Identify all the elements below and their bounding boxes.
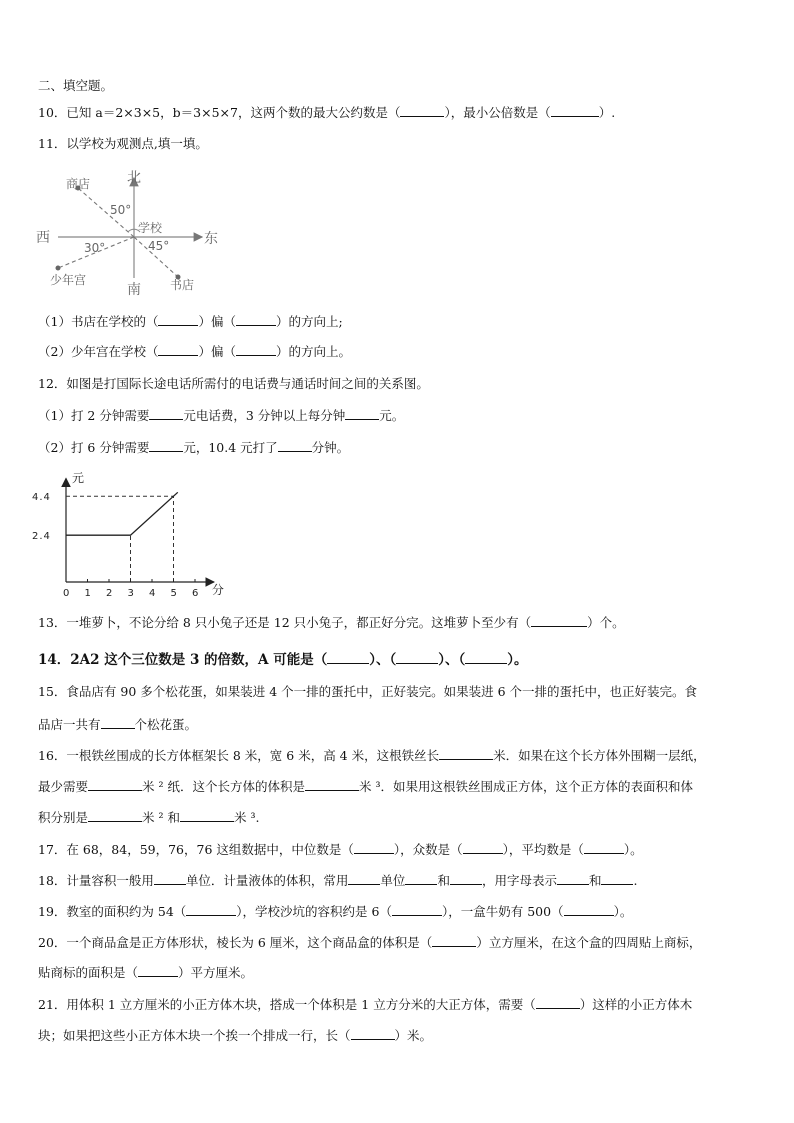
question-11-title: 11．以学校为观测点,填一填。 bbox=[38, 136, 208, 151]
q12-s2-b: 元，10.4 元打了 bbox=[183, 440, 278, 455]
q12-s2-a: （2）打 6 分钟需要 bbox=[38, 440, 150, 455]
q14-a: 14．2A2 这个三位数是 3 的倍数，A 可能是（ bbox=[38, 652, 328, 668]
angle-shop: 50° bbox=[110, 203, 132, 217]
q19-blank3[interactable] bbox=[564, 903, 614, 916]
q11-s2-c: ）的方向上。 bbox=[275, 344, 351, 359]
question-20-line1 bbox=[38, 934, 701, 951]
q18-blank2[interactable] bbox=[348, 872, 380, 885]
x-tick-label: 5 bbox=[170, 588, 177, 599]
q12-s1-c: 元。 bbox=[379, 408, 405, 423]
q17-blank3[interactable] bbox=[584, 841, 624, 854]
question-11-part1 bbox=[38, 313, 343, 330]
question-15-line2 bbox=[38, 716, 197, 733]
q18-blank5[interactable] bbox=[557, 872, 589, 885]
x-axis-label: 分 bbox=[211, 583, 224, 597]
q12-s2-blank1[interactable] bbox=[149, 439, 183, 452]
question-20-line2 bbox=[38, 964, 253, 981]
question-16-line3 bbox=[38, 809, 259, 826]
q14-blank1[interactable] bbox=[327, 651, 369, 664]
q16-l2c: 米 ³．如果用这根铁丝围成正方体，这个正方体的表面积和体 bbox=[358, 779, 693, 794]
q15-blank[interactable] bbox=[101, 716, 135, 729]
question-16-line2 bbox=[38, 778, 693, 795]
q11-s1-blank2[interactable] bbox=[236, 313, 276, 326]
q16-l1a: 16．一根铁丝围成的长方体框架长 8 米，宽 6 米，高 4 米，这根铁丝长 bbox=[38, 748, 440, 763]
q10-text-c: ）. bbox=[598, 105, 616, 120]
label-school: 学校 bbox=[138, 221, 163, 235]
question-11-part2 bbox=[38, 343, 351, 360]
q12-s1-blank2[interactable] bbox=[345, 407, 379, 420]
q20-blank1[interactable] bbox=[432, 934, 476, 947]
q18-blank4[interactable] bbox=[450, 872, 482, 885]
q21-l2b: ）米。 bbox=[394, 1028, 433, 1043]
q20-l2a: 贴商标的面积是（ bbox=[38, 965, 139, 980]
q19-d: ）。 bbox=[613, 904, 633, 919]
label-east: 东 bbox=[204, 231, 218, 247]
q16-blank5[interactable] bbox=[180, 809, 234, 822]
y-tick-label: 4.4 bbox=[32, 492, 51, 504]
q18-c: 单位 bbox=[380, 873, 406, 888]
q18-a: 18．计量容积一般用 bbox=[38, 873, 154, 888]
question-21-line2 bbox=[38, 1027, 432, 1044]
x-tick-label: 3 bbox=[127, 588, 134, 599]
q14-d: ）。 bbox=[507, 652, 528, 668]
q19-b: ），学校沙坑的容积约是 6（ bbox=[236, 904, 392, 919]
q17-d: ）。 bbox=[623, 842, 643, 857]
q21-l1a: 21．用体积 1 立方厘米的小正方体木块，搭成一个体积是 1 立方分米的大正方体，需要（ bbox=[38, 997, 536, 1012]
x-tick-label: 4 bbox=[149, 588, 156, 599]
q17-b: ），众数是（ bbox=[393, 842, 463, 857]
q12-s1-blank1[interactable] bbox=[149, 407, 183, 420]
q14-blank2[interactable] bbox=[396, 651, 438, 664]
q16-blank3[interactable] bbox=[305, 778, 359, 791]
x-tick-label: 2 bbox=[106, 588, 113, 599]
y-tick-label: 2.4 bbox=[32, 531, 51, 543]
q10-text-a: 10．已知 a＝2×3×5，b＝3×5×7，这两个数的最大公约数是（ bbox=[38, 105, 401, 120]
q16-blank4[interactable] bbox=[88, 809, 142, 822]
q14-blank3[interactable] bbox=[465, 651, 507, 664]
q20-l1b: ）立方厘米，在这个盒的四周贴上商标， bbox=[476, 935, 702, 950]
label-shop: 商店 bbox=[66, 177, 91, 191]
q15-l2b: 个松花蛋。 bbox=[134, 717, 198, 732]
q18-g: . bbox=[633, 873, 638, 888]
q10-blank-lcm[interactable] bbox=[551, 104, 599, 117]
q18-blank1[interactable] bbox=[154, 872, 186, 885]
q12-s1-b: 元电话费，3 分钟以上每分钟 bbox=[183, 408, 346, 423]
q11-s1-blank1[interactable] bbox=[158, 313, 198, 326]
compass-diagram bbox=[30, 160, 240, 300]
q19-blank1[interactable] bbox=[186, 903, 236, 916]
q19-c: ），一盒牛奶有 500（ bbox=[441, 904, 564, 919]
q16-l3a: 积分别是 bbox=[38, 810, 89, 825]
q17-blank2[interactable] bbox=[463, 841, 503, 854]
question-16-line1 bbox=[38, 747, 706, 764]
q13-blank[interactable] bbox=[531, 614, 587, 627]
q12-s2-c: 分钟。 bbox=[311, 440, 350, 455]
label-west: 西 bbox=[36, 230, 50, 246]
q20-blank2[interactable] bbox=[138, 964, 178, 977]
question-12-title: 12．如图是打国际长途电话所需付的电话费与通话时间之间的关系图。 bbox=[38, 376, 429, 391]
label-south: 南 bbox=[127, 282, 141, 298]
q20-l1a: 20．一个商品盒是正方体形状，棱长为 6 厘米，这个商品盒的体积是（ bbox=[38, 935, 433, 950]
question-18 bbox=[38, 872, 637, 889]
q11-s2-a: （2）少年宫在学校（ bbox=[38, 344, 159, 359]
q11-s1-b: ）偏（ bbox=[198, 314, 236, 329]
q20-l2b: ）平方厘米。 bbox=[178, 965, 254, 980]
q15-l2a: 品店一共有 bbox=[38, 717, 101, 732]
question-21-line1 bbox=[38, 996, 692, 1013]
question-15-line1: 15．食品店有 90 多个松花蛋，如果装进 4 个一排的蛋托中，正好装完。如果装进 6 个一排的蛋托中，也正好装完。食 bbox=[38, 684, 698, 699]
q13-a: 13．一堆萝卜，不论分给 8 只小兔子还是 12 只小兔子，都正好分完。这堆萝卜至少有（ bbox=[38, 615, 532, 630]
q21-l2a: 块；如果把这些小正方体木块一个挨一个排成一行，长（ bbox=[38, 1028, 351, 1043]
q10-text-b: ），最小公倍数是（ bbox=[444, 105, 551, 120]
q18-blank3[interactable] bbox=[405, 872, 437, 885]
q13-b: ）个。 bbox=[587, 615, 625, 630]
q17-c: ），平均数是（ bbox=[502, 842, 584, 857]
q18-b: 单位．计量液体的体积，常用 bbox=[185, 873, 349, 888]
question-19 bbox=[38, 903, 632, 920]
q19-blank2[interactable] bbox=[392, 903, 442, 916]
question-13 bbox=[38, 614, 625, 631]
phone-fee-chart bbox=[30, 462, 245, 604]
q16-l3c: 米 ³. bbox=[233, 810, 260, 825]
question-12-part2 bbox=[38, 439, 349, 456]
dot-palace bbox=[56, 266, 61, 271]
label-palace: 少年宫 bbox=[50, 273, 87, 287]
q16-blank2[interactable] bbox=[88, 778, 142, 791]
q10-blank-gcd[interactable] bbox=[400, 104, 444, 117]
q21-blank1[interactable] bbox=[536, 996, 580, 1009]
q17-a: 17．在 68，84，59，76，76 这组数据中，中位数是（ bbox=[38, 842, 354, 857]
section-title: 二、填空题。 bbox=[38, 78, 114, 93]
q17-blank1[interactable] bbox=[354, 841, 394, 854]
x-tick-label: 0 bbox=[63, 588, 70, 599]
angle-palace: 30° bbox=[84, 241, 106, 255]
q21-blank2[interactable] bbox=[351, 1027, 395, 1040]
q18-blank6[interactable] bbox=[601, 872, 633, 885]
label-north: 北 bbox=[127, 170, 141, 186]
y-axis-label: 元 bbox=[72, 471, 85, 485]
q19-a: 19．教室的面积约为 54（ bbox=[38, 904, 187, 919]
q18-e: ，用字母表示 bbox=[481, 873, 557, 888]
q14-c: ）、（ bbox=[438, 652, 466, 668]
q14-b: ）、（ bbox=[369, 652, 397, 668]
q16-l2a: 最少需要 bbox=[38, 779, 89, 794]
angle-bookstore: 45° bbox=[148, 239, 170, 253]
q21-l1b: ）这样的小正方体木 bbox=[579, 997, 693, 1012]
question-17 bbox=[38, 841, 643, 858]
label-bookstore: 书店 bbox=[170, 278, 195, 292]
question-14 bbox=[38, 651, 527, 668]
series-line-0 bbox=[66, 492, 178, 535]
q11-s2-b: ）偏（ bbox=[198, 344, 236, 359]
q11-s2-blank2[interactable] bbox=[236, 343, 276, 356]
x-tick-label: 6 bbox=[192, 588, 199, 599]
x-tick-label: 1 bbox=[84, 588, 91, 599]
q18-f: 和 bbox=[588, 873, 602, 888]
q12-s1-a: （1）打 2 分钟需要 bbox=[38, 408, 150, 423]
q11-s2-blank1[interactable] bbox=[158, 343, 198, 356]
question-12-part1 bbox=[38, 407, 404, 424]
q16-l1b: 米．如果在这个长方体外围糊一层纸， bbox=[493, 748, 706, 763]
q11-s1-c: ）的方向上; bbox=[275, 314, 343, 329]
q16-l2b: 米 ² 纸．这个长方体的体积是 bbox=[142, 779, 305, 794]
q11-s1-a: （1）书店在学校的（ bbox=[38, 314, 159, 329]
q12-s2-blank2[interactable] bbox=[278, 439, 312, 452]
question-10 bbox=[38, 104, 615, 121]
q18-d: 和 bbox=[437, 873, 450, 888]
q16-blank1[interactable] bbox=[439, 747, 493, 760]
q16-l3b: 米 ² 和 bbox=[142, 810, 180, 825]
